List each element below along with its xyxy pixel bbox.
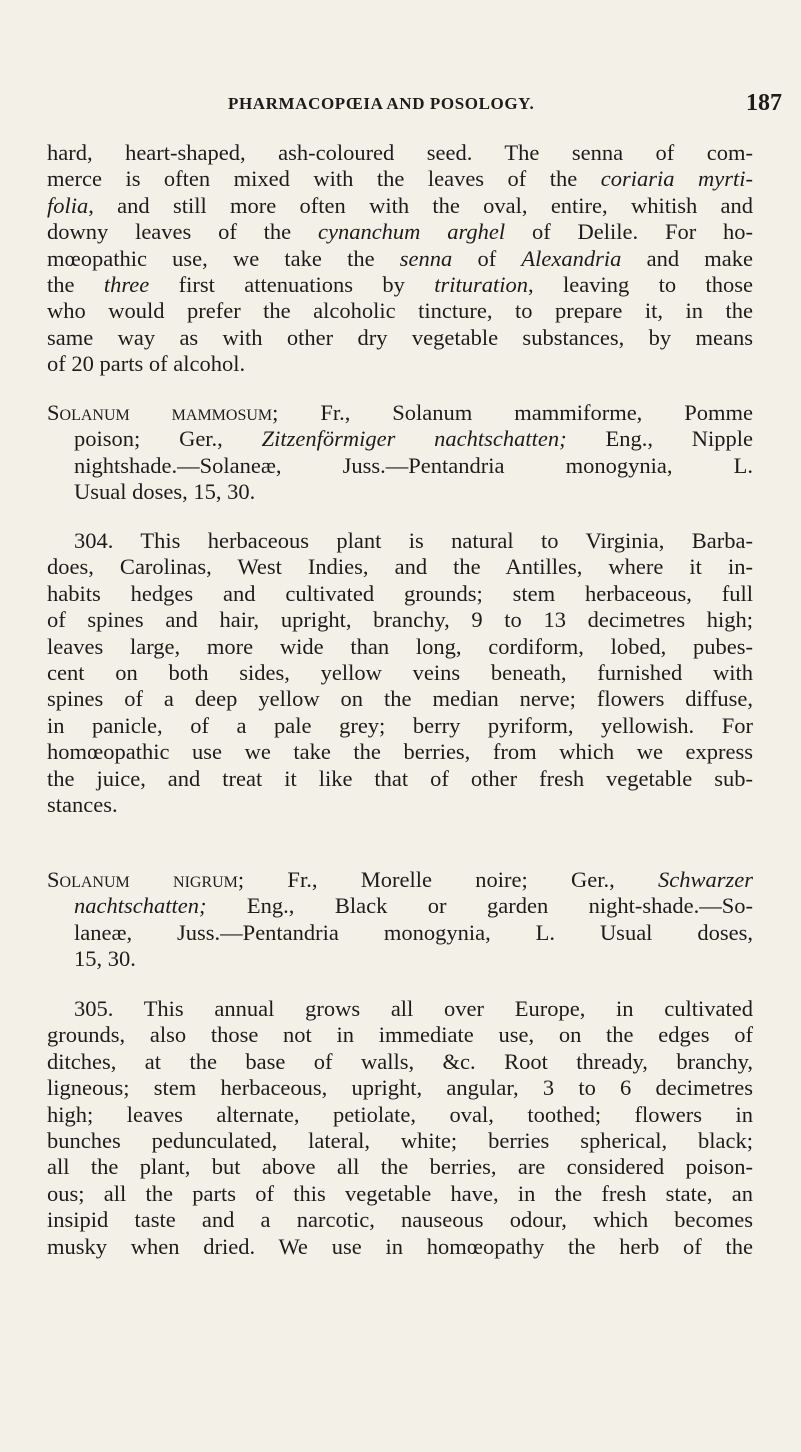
text-line: grounds, also those not in immediate use, on the edges of bbox=[47, 1022, 753, 1048]
text-line: 304. This herbaceous plant is natural to Virginia, Barba- bbox=[74, 528, 753, 553]
text-line: habits hedges and cultivated grounds; stem herbaceous, full bbox=[47, 580, 753, 606]
text-line: the juice, and treat it like that of other fresh vegetable sub- bbox=[47, 765, 753, 791]
paragraph-305 bbox=[47, 996, 753, 1260]
entry-solanum-nigrum bbox=[47, 867, 753, 973]
text-line: of spines and hair, upright, branchy, 9 to 13 decimetres high; bbox=[47, 607, 753, 633]
text-line: spines of a deep yellow on the median nerve; flowers diffuse, bbox=[47, 686, 753, 712]
text-line: ditches, at the base of walls, &c. Root thready, branchy, bbox=[47, 1048, 753, 1074]
page-header bbox=[0, 90, 801, 120]
text-line: mœopathic use, we take the senna of Alexandria and make bbox=[47, 245, 753, 271]
entry-title-line: Solanum nigrum; Fr., Morelle noire; Ger., Schwarzer bbox=[47, 867, 753, 892]
text-line: hard, heart-shaped, ash-coloured seed. The senna of com- bbox=[47, 140, 753, 165]
text-line: poison; Ger., Zitzenförmiger nachtschatten; Eng., Nipple bbox=[74, 426, 753, 452]
paragraph-senna-continued bbox=[47, 140, 753, 378]
text-line: of 20 parts of alcohol. bbox=[47, 351, 246, 377]
text-line: nachtschatten; Eng., Black or garden night-shade.—So- bbox=[74, 893, 753, 919]
paragraph-304 bbox=[47, 528, 753, 818]
text-line: in panicle, of a pale grey; berry pyriform, yellowish. For bbox=[47, 712, 753, 738]
text-line: merce is often mixed with the leaves of the coriaria myrti- bbox=[47, 166, 753, 192]
text-line: laneæ, Juss.—Pentandria monogynia, L. Usual doses, bbox=[74, 919, 753, 945]
page-number: 187 bbox=[746, 90, 782, 116]
text-line: homœopathic use we take the berries, from which we express bbox=[47, 739, 753, 765]
text-line: does, Carolinas, West Indies, and the Antilles, where it in- bbox=[47, 554, 753, 580]
text-line: 305. This annual grows all over Europe, in cultivated bbox=[74, 996, 753, 1021]
text-line: cent on both sides, yellow veins beneath, furnished with bbox=[47, 659, 753, 685]
text-line: Usual doses, 15, 30. bbox=[74, 479, 256, 505]
text-line: the three first attenuations by trituration, leaving to those bbox=[47, 271, 753, 297]
text-line: downy leaves of the cynanchum arghel of Delile. For ho- bbox=[47, 219, 754, 245]
text-line: ous; all the parts of this vegetable have, in the fresh state, an bbox=[47, 1180, 753, 1206]
text-line: bunches pedunculated, lateral, white; berries spherical, black; bbox=[47, 1127, 753, 1153]
text-line: stances. bbox=[47, 791, 118, 817]
text-line: 15, 30. bbox=[74, 946, 136, 972]
text-line: same way as with other dry vegetable substances, by means bbox=[47, 324, 753, 350]
text-line: insipid taste and a narcotic, nauseous odour, which becomes bbox=[47, 1207, 753, 1233]
running-head: PHARMACOPŒIA AND POSOLOGY. bbox=[228, 94, 535, 113]
text-line: leaves large, more wide than long, cordiform, lobed, pubes- bbox=[47, 633, 753, 659]
text-line: musky when dried. We use in homœopathy the herb of the bbox=[47, 1233, 753, 1259]
entry-solanum-mammosum bbox=[47, 400, 753, 506]
text-line: nightshade.—Solaneæ, Juss.—Pentandria monogynia, L. bbox=[74, 452, 753, 478]
entry-heading: Solanum mammosum bbox=[47, 400, 273, 425]
text-line: folia, and still more often with the oval, entire, whitish and bbox=[47, 192, 753, 218]
text-line: all the plant, but above all the berries, are considered poison- bbox=[47, 1154, 753, 1180]
text-line: high; leaves alternate, petiolate, oval, toothed; flowers in bbox=[47, 1101, 753, 1127]
text-line: who would prefer the alcoholic tincture, to prepare it, in the bbox=[47, 298, 753, 324]
entry-title-line: Solanum mammosum; Fr., Solanum mammiforme, Pomme bbox=[47, 400, 753, 425]
entry-heading: Solanum nigrum bbox=[47, 867, 238, 892]
text-line: ligneous; stem herbaceous, upright, angular, 3 to 6 decimetres bbox=[47, 1075, 753, 1101]
